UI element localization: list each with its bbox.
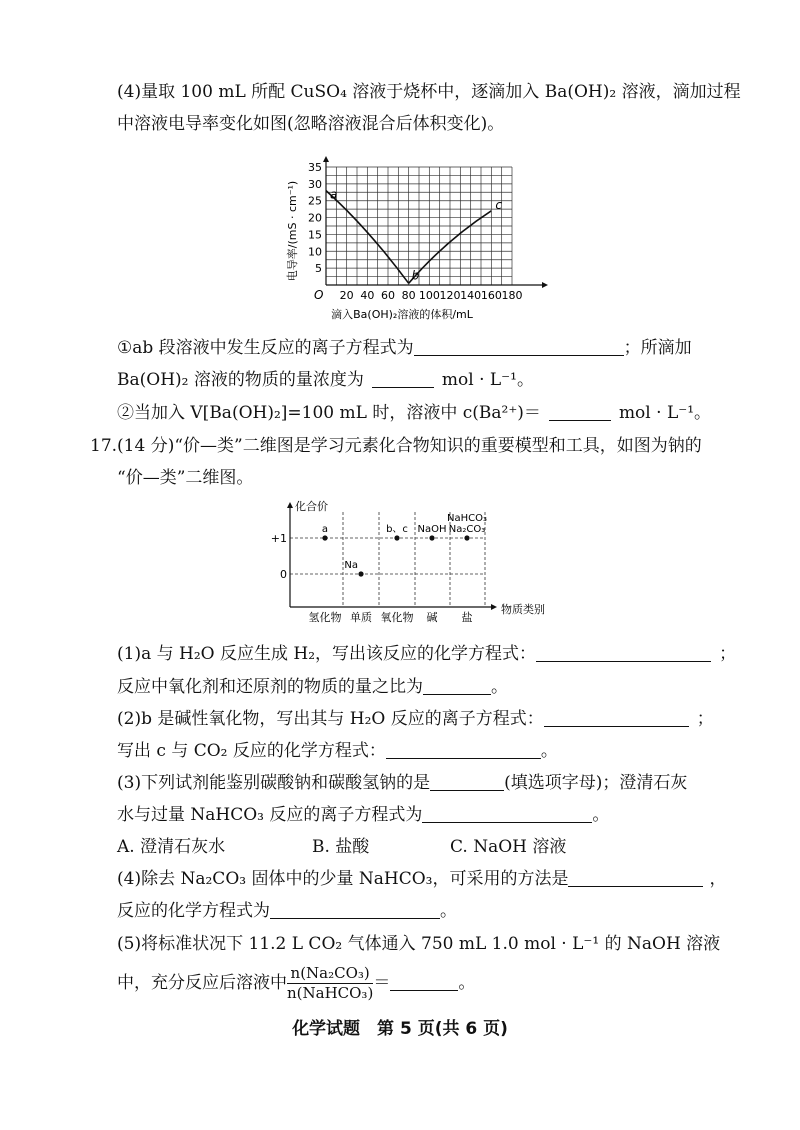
q17-p1-text2: 反应中氧化剂和还原剂的物质的量之比为 <box>117 677 423 697</box>
q17-p4-end: ， <box>709 869 727 889</box>
y-tick-label: 15 <box>308 228 322 242</box>
x-tick-label: 140 <box>460 289 482 302</box>
point-label: NaOH <box>417 524 447 535</box>
point-label: Na₂CO₃ <box>448 524 486 535</box>
q17-p5-text: 中，充分反应后溶液中 <box>117 973 287 993</box>
option-b[interactable]: B. 盐酸 <box>312 837 370 857</box>
q16-sub1-text2: ；所滴加 <box>623 338 692 358</box>
q16-sub2-unit: mol · L⁻¹。 <box>618 403 712 423</box>
q16-sub1-unit: mol · L⁻¹。 <box>441 370 534 390</box>
q16-4-line2: 中溶液电导率变化如图(忽略溶液混合后体积变化)。 <box>117 114 505 134</box>
x-tick-label: 180 <box>501 289 523 302</box>
q17-intro2: “价—类”二维图。 <box>117 468 254 488</box>
q17-p1-text: (1)a 与 H₂O 反应生成 H₂，写出该反应的化学方程式： <box>117 644 537 664</box>
q16-4-sub2 <box>117 402 711 424</box>
valence-class-chart <box>265 492 545 632</box>
x-tick-label: 20 <box>339 289 354 302</box>
q16-sub1-text3: Ba(OH)₂ 溶液的物质的量浓度为 <box>117 370 364 390</box>
y-tick-label: 10 <box>308 245 322 259</box>
x-tick-label: 160 <box>480 289 502 302</box>
answer-blank[interactable] <box>386 740 541 759</box>
category-label: 碱 <box>426 611 438 624</box>
mole-ratio-fraction <box>287 964 373 1003</box>
q17-p2-text2: 写出 c 与 CO₂ 反应的化学方程式： <box>117 741 386 761</box>
answer-blank[interactable] <box>423 676 491 695</box>
chart-y-axis-label: 电导率/(mS · cm⁻¹) <box>286 180 299 282</box>
answer-blank[interactable] <box>270 900 440 919</box>
q17-p1-text3: 。 <box>491 677 508 697</box>
q17-p2-text: (2)b 是碱性氧化物，写出其与 H₂O 反应的离子方程式： <box>117 709 544 729</box>
fraction-denominator: n(NaHCO₃) <box>287 984 374 1002</box>
y-tick-label: 30 <box>308 177 322 191</box>
q17-p3-text3: 水与过量 NaHCO₃ 反应的离子方程式为 <box>117 805 423 825</box>
answer-blank[interactable] <box>568 868 703 887</box>
q16-4-sub1-line1 <box>117 337 692 359</box>
y-tick-label: 35 <box>308 161 322 174</box>
answer-blank[interactable] <box>430 772 504 791</box>
x-tick-label: 80 <box>401 289 416 302</box>
answer-blank[interactable] <box>536 643 711 662</box>
chart2-x-axis-label: 物质类别 <box>501 603 545 616</box>
chart2-y-axis-label: 化合价 <box>295 500 328 513</box>
point-marker <box>358 571 363 576</box>
chart-x-axis-label: 滴入Ba(OH)₂溶液的体积/mL <box>331 308 473 321</box>
q17-p2-line2 <box>117 740 558 762</box>
q17-p2-end: ； <box>696 709 714 729</box>
q17-p3-text2: (填选项字母)；澄清石灰 <box>504 773 688 793</box>
option-c[interactable]: C. NaOH 溶液 <box>450 837 567 857</box>
y-axis-arrow <box>287 502 293 508</box>
q16-4-line1: (4)量取 100 mL 所配 CuSO₄ 溶液于烧杯中，逐滴加入 Ba(OH)₂ 溶液，滴加过程 <box>117 82 741 102</box>
q17-p3-text: (3)下列试剂能鉴别碳酸钠和碳酸氢钠的是 <box>117 773 431 793</box>
point-label: NaHCO₃ <box>447 513 487 524</box>
page-footer: 化学试题 第 5 页(共 6 页) <box>292 1019 508 1039</box>
q17-p3-line1 <box>117 772 687 794</box>
category-label: 盐 <box>461 611 473 624</box>
chart-origin-label: O <box>314 288 324 302</box>
q17-p4-line2 <box>117 900 457 922</box>
fraction-numerator: n(Na₂CO₃) <box>287 964 373 984</box>
x-tick-label: 40 <box>360 289 375 302</box>
y-axis-arrow <box>323 156 329 162</box>
option-a[interactable]: A. 澄清石灰水 <box>117 837 226 857</box>
conductivity-chart <box>280 155 560 325</box>
q17-p2-line1 <box>117 708 714 730</box>
point-marker <box>394 535 399 540</box>
q17-p5-equals: ＝ <box>373 973 391 993</box>
q17-p1-end: ； <box>719 644 737 664</box>
x-axis-arrow <box>542 282 548 288</box>
category-label: 单质 <box>350 611 372 624</box>
q17-p4-text2: 反应的化学方程式为 <box>117 901 270 921</box>
q17-p5-line1: (5)将标准状况下 11.2 L CO₂ 气体通入 750 mL 1.0 mol · L⁻¹ 的 NaOH 溶液 <box>117 934 721 954</box>
y-tick-label: 20 <box>308 211 322 225</box>
y-tick-label: 25 <box>308 194 322 208</box>
point-label-b: b <box>411 268 420 283</box>
answer-blank[interactable] <box>549 402 611 421</box>
point-marker <box>322 535 327 540</box>
q17-p2-text3: 。 <box>540 741 558 761</box>
y-tick-label: 5 <box>315 262 322 276</box>
point-marker <box>429 535 434 540</box>
y-tick-label: 0 <box>280 568 287 581</box>
point-label-c: c <box>495 197 502 212</box>
q17-intro1: 17.(14 分)“价—类”二维图是学习元素化合物知识的重要模型和工具，如图为钠的 <box>90 436 702 456</box>
point-label: a <box>321 524 329 535</box>
x-tick-label: 120 <box>439 289 461 302</box>
q17-p5-line2 <box>117 963 475 1003</box>
q17-options <box>117 836 567 858</box>
q16-sub1-text: ①ab 段溶液中发生反应的离子方程式为 <box>117 338 414 358</box>
q16-4-sub1-line2 <box>117 369 534 391</box>
y-tick-label: +1 <box>270 532 287 545</box>
q17-p5-end: 。 <box>458 973 476 993</box>
x-axis-arrow <box>491 604 497 610</box>
answer-blank[interactable] <box>414 337 624 356</box>
q17-p4-text: (4)除去 Na₂CO₃ 固体中的少量 NaHCO₃，可采用的方法是 <box>117 869 569 889</box>
x-tick-label: 60 <box>381 289 395 302</box>
category-label: 氢化物 <box>308 611 342 624</box>
q17-p3-text4: 。 <box>592 805 610 825</box>
answer-blank[interactable] <box>544 708 689 727</box>
answer-blank[interactable] <box>390 972 458 991</box>
point-label: Na <box>344 560 358 571</box>
answer-blank[interactable] <box>372 369 434 388</box>
category-label: 氧化物 <box>380 611 414 624</box>
q17-p1-line2 <box>117 676 508 698</box>
q17-p3-line2 <box>117 804 609 826</box>
q17-p1-line1 <box>117 643 736 665</box>
point-marker <box>464 535 469 540</box>
q17-p4-line1 <box>117 868 726 890</box>
point-label: b、c <box>386 524 408 535</box>
x-tick-label: 100 <box>418 289 440 302</box>
point-label-a: a <box>330 187 338 202</box>
q17-p4-text3: 。 <box>440 901 457 921</box>
q16-sub2-text: ②当加入 V[Ba(OH)₂]=100 mL 时，溶液中 c(Ba²⁺)＝ <box>117 403 541 423</box>
answer-blank[interactable] <box>422 804 592 823</box>
